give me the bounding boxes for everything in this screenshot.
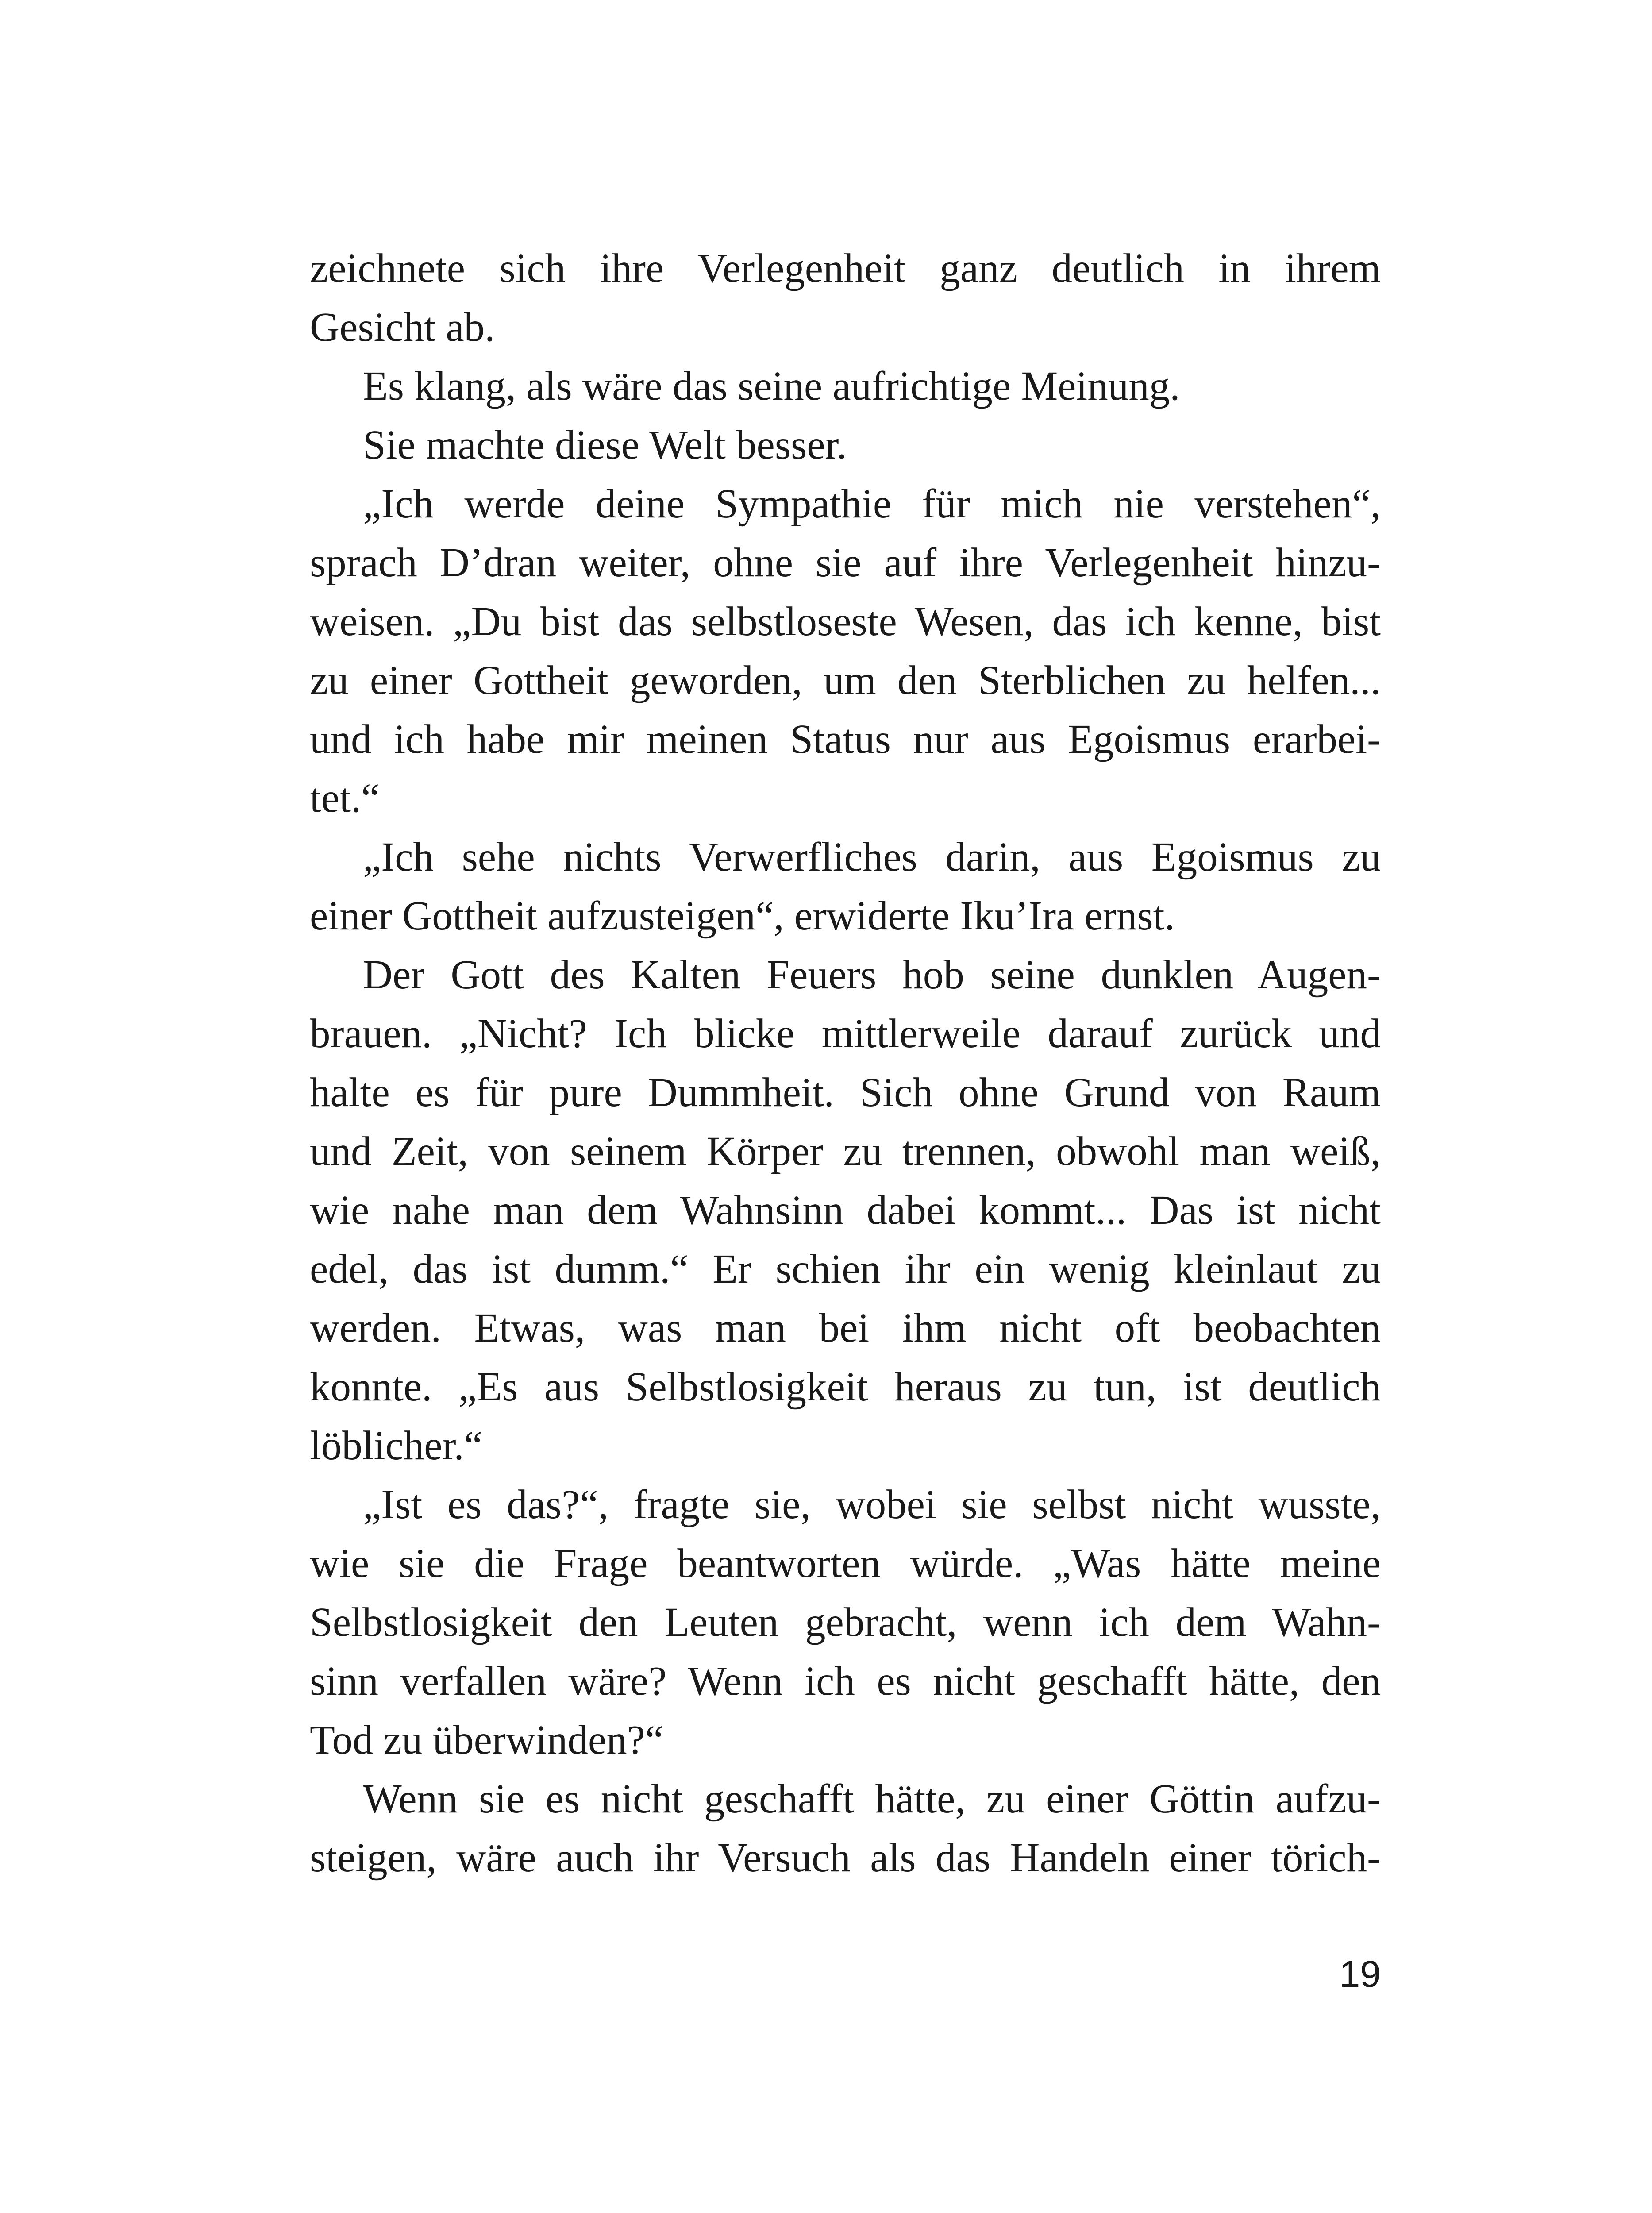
text-line: wie nahe man dem Wahnsinn dabei kommt... Das ist nicht xyxy=(310,1187,1381,1233)
text-line: Selbstlosigkeit den Leuten gebracht, wenn ich dem Wahn- xyxy=(310,1600,1381,1645)
body-text xyxy=(310,239,1381,1887)
text-line: edel, das ist dumm.“ Er schien ihr ein wenig kleinlaut zu xyxy=(310,1246,1381,1292)
text-line: zu einer Gottheit geworden, um den Sterblichen zu helfen... xyxy=(310,658,1381,703)
text-line: halte es für pure Dummheit. Sich ohne Grund von Raum xyxy=(310,1070,1381,1115)
text-line: weisen. „Du bist das selbstloseste Wesen, das ich kenne, bist xyxy=(310,599,1381,644)
text-line: und ich habe mir meinen Status nur aus Egoismus erarbei- xyxy=(310,717,1381,762)
text-line: steigen, wäre auch ihr Versuch als das Handeln einer törich- xyxy=(310,1835,1381,1881)
text-line: und Zeit, von seinem Körper zu trennen, obwohl man weiß, xyxy=(310,1129,1381,1174)
text-line: tet.“ xyxy=(310,775,380,821)
text-line: löblicher.“ xyxy=(310,1423,482,1469)
text-line: sinn verfallen wäre? Wenn ich es nicht geschafft hätte, den xyxy=(310,1658,1381,1704)
text-line: wie sie die Frage beantworten würde. „Was hätte meine xyxy=(310,1541,1381,1586)
text-line: Gesicht ab. xyxy=(310,305,495,350)
page-number: 19 xyxy=(1339,1953,1381,1995)
text-line: zeichnete sich ihre Verlegenheit ganz deutlich in ihrem xyxy=(310,246,1381,291)
text-line: Sie machte diese Welt besser. xyxy=(363,422,847,468)
text-line: sprach D’dran weiter, ohne sie auf ihre Verlegenheit hinzu- xyxy=(310,540,1381,586)
text-line: „Ist es das?“, fragte sie, wobei sie selbst nicht wusste, xyxy=(363,1482,1381,1527)
text-line: Der Gott des Kalten Feuers hob seine dunklen Augen- xyxy=(363,952,1381,998)
text-line: Tod zu überwinden?“ xyxy=(310,1717,664,1763)
text-line: konnte. „Es aus Selbstlosigkeit heraus zu tun, ist deutlich xyxy=(310,1364,1381,1410)
text-line: brauen. „Nicht? Ich blicke mittlerweile darauf zurück und xyxy=(310,1011,1381,1056)
text-line: „Ich werde deine Sympathie für mich nie verstehen“, xyxy=(363,481,1381,527)
text-line: „Ich sehe nichts Verwerfliches darin, aus Egoismus zu xyxy=(363,834,1381,880)
text-line: Wenn sie es nicht geschafft hätte, zu einer Göttin aufzu- xyxy=(363,1776,1381,1822)
text-line: Es klang, als wäre das seine aufrichtige Meinung. xyxy=(363,363,1180,409)
text-line: werden. Etwas, was man bei ihm nicht oft beobachten xyxy=(310,1305,1381,1351)
text-line: einer Gottheit aufzusteigen“, erwiderte Iku’Ira ernst. xyxy=(310,893,1175,939)
